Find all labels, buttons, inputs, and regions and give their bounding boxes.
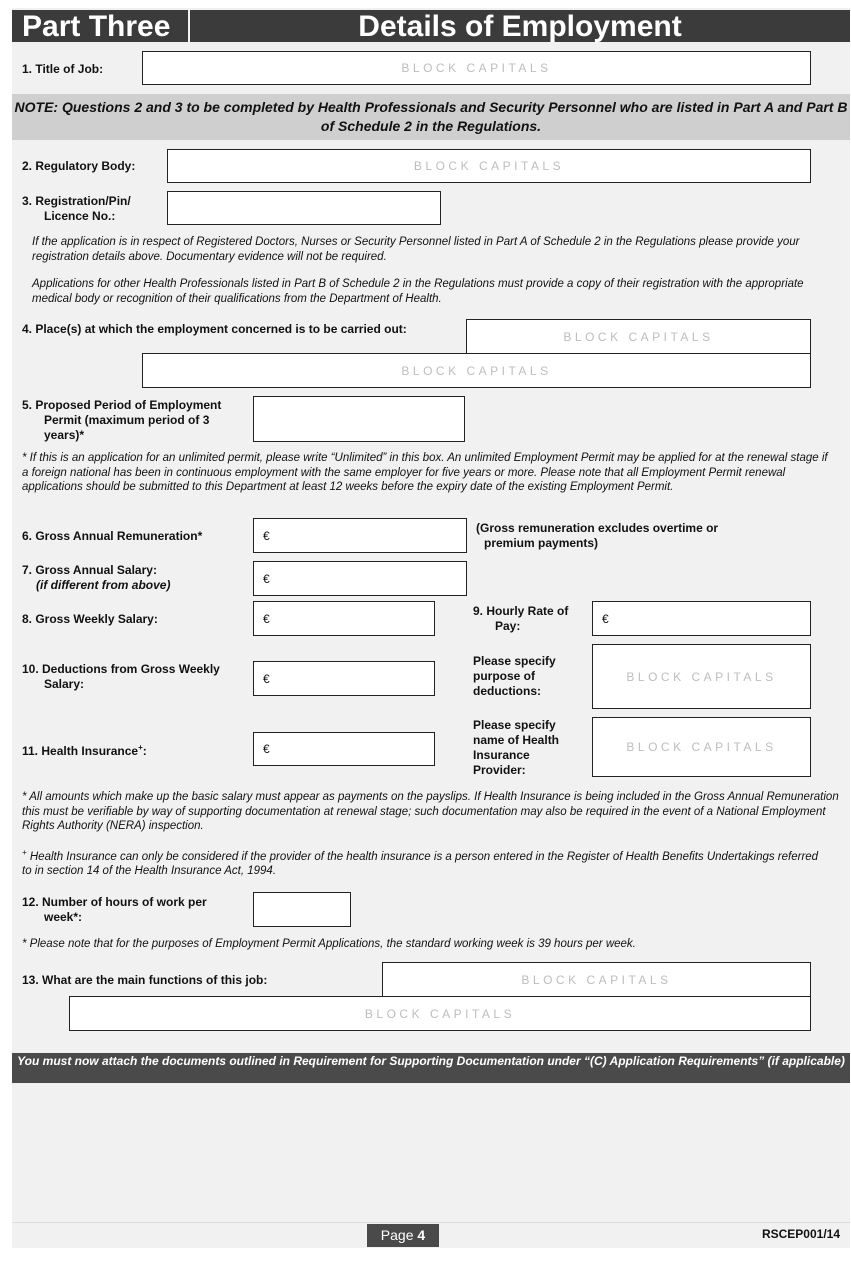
standard-week-note: * Please note that for the purposes of Employment Permit Applications, the standard working week is 39 hours per week.	[22, 938, 636, 950]
q10-label-line2: Salary:	[44, 677, 85, 691]
deductions-purpose-line1: Please specify	[473, 654, 556, 668]
unlimited-permit-note: * If this is an application for an unlimited permit, please write “Unlimited” in this box. An unlimited Employment Permit may be applied for at the renewal stage if a foreign national has been in continuous employment with the same employer for five years or more. Please note that all Employment Permit renewal applications should be submitted to this Department at least 12 weeks before the expiry date of the existing Employment Permit.	[22, 452, 828, 493]
q9-label-line1: 9. Hourly Rate of	[473, 604, 569, 618]
employment-place-placeholder-2: BLOCK CAPITALS	[401, 363, 552, 378]
insurance-note	[22, 846, 822, 879]
euro-symbol: €	[263, 671, 270, 686]
q6-label: 6. Gross Annual Remuneration*	[22, 529, 203, 543]
q12-label-line2: week*:	[44, 910, 83, 924]
job-functions-placeholder-1: BLOCK CAPITALS	[521, 972, 672, 987]
remuneration-side-note-line2: premium payments)	[484, 536, 599, 550]
job-functions-input-2[interactable]	[69, 996, 811, 1031]
q8-label: 8. Gross Weekly Salary:	[22, 612, 158, 626]
job-functions-input-1[interactable]	[382, 962, 811, 997]
insurance-provider-line2: name of Health	[473, 733, 560, 747]
euro-symbol: €	[263, 571, 270, 586]
deductions-purpose-input[interactable]	[592, 644, 811, 709]
hourly-rate-input[interactable]	[592, 601, 811, 636]
q10-label-line1: 10. Deductions from Gross Weekly	[22, 662, 220, 676]
gross-annual-remuneration-input[interactable]	[253, 518, 467, 553]
employment-place-placeholder-1: BLOCK CAPITALS	[563, 329, 714, 344]
q9-label	[473, 604, 568, 634]
job-functions-placeholder-2: BLOCK CAPITALS	[364, 1006, 516, 1021]
q5-label	[22, 398, 221, 443]
section-title: Details of Employment	[190, 10, 850, 42]
insurance-provider-line1: Please specify	[473, 718, 556, 732]
deductions-purpose-line2: purpose of	[473, 669, 535, 683]
weekly-hours-input[interactable]	[253, 892, 351, 927]
schedule-note: NOTE: Questions 2 and 3 to be completed by Health Professionals and Security Personnel who are listed in Part A and Part B of Schedule 2 in the Regulations.	[12, 94, 850, 140]
q11-label-main: 11. Health Insurance	[22, 744, 139, 758]
q3-label	[22, 194, 131, 224]
q7-label-main: 7. Gross Annual Salary:	[22, 563, 157, 577]
page-num: 4	[417, 1227, 426, 1243]
footer-divider	[12, 1222, 850, 1223]
insurance-provider-line4: Provider:	[473, 763, 526, 777]
registration-note-b: Applications for other Health Professionals listed in Part B of Schedule 2 in the Regulations must provide a copy of their registration with the appropriate medical body or recognition of their qualifications from the Department of Health.	[32, 278, 804, 305]
job-title-placeholder: BLOCK CAPITALS	[401, 61, 552, 75]
q11-label-colon: :	[142, 744, 147, 758]
registration-note-a: If the application is in respect of Registered Doctors, Nurses or Security Personnel listed in Part A of Schedule 2 in the Regulations please provide your registration details above. Documentary evidence will not be required.	[32, 236, 800, 263]
q1-label: 1. Title of Job:	[22, 62, 104, 76]
deductions-purpose-line3: deductions:	[473, 684, 541, 698]
insurance-provider-placeholder: BLOCK CAPITALS	[626, 740, 777, 754]
registration-number-input[interactable]	[167, 191, 441, 225]
q2-label: 2. Regulatory Body:	[22, 159, 136, 173]
gross-weekly-salary-input[interactable]	[253, 601, 435, 636]
regulatory-body-placeholder: BLOCK CAPITALS	[413, 159, 565, 173]
q12-label-line1: 12. Number of hours of work per	[22, 895, 207, 909]
amounts-note: * All amounts which make up the basic salary must appear as payments on the payslips. If Health Insurance is being included in the Gross Annual Remuneration this must be verifiable by way of supporting documentation at renewal stage; such documentation may also be required in the event of a National Employment Rights Authority (NERA) inspection.	[22, 791, 839, 832]
attach-documents-note: You must now attach the documents outlined in Requirement for Supporting Documentation under “(C) Application Requirements” (if applicable)	[12, 1053, 850, 1083]
q3-label-line2: Licence No.:	[44, 209, 116, 223]
q5-label-line1: 5. Proposed Period of Employment	[22, 398, 222, 412]
form-reference: RSCEP001/14	[761, 1227, 840, 1241]
employment-period-input[interactable]	[253, 396, 465, 442]
euro-symbol: €	[602, 611, 609, 626]
page-number	[367, 1224, 439, 1247]
deductions-purpose-placeholder: BLOCK CAPITALS	[626, 669, 777, 684]
q11-label-sup: +	[138, 743, 143, 752]
q10-label	[22, 662, 220, 692]
q5-label-line2: Permit (maximum period of 3	[44, 413, 210, 427]
job-title-input[interactable]	[142, 51, 811, 85]
insurance-provider-label	[473, 718, 559, 778]
remuneration-side-note-line1: (Gross remuneration excludes overtime or	[476, 521, 719, 535]
q4-label: 4. Place(s) at which the employment concerned is to be carried out:	[22, 322, 407, 336]
q12-label	[22, 895, 207, 925]
regulatory-body-input[interactable]	[167, 149, 811, 183]
insurance-note-text: Health Insurance can only be considered if the provider of the health insurance is a person entered in the Register of Health Benefits Undertakings referred to in section 14 of the Health Insurance Act, 1994.	[22, 850, 819, 878]
euro-symbol: €	[263, 742, 270, 756]
part-title: Part Three	[12, 10, 188, 42]
q5-label-line3: years)*	[44, 428, 85, 442]
health-insurance-input[interactable]	[253, 732, 435, 766]
q13-label: 13. What are the main functions of this job:	[22, 973, 268, 987]
q7-label	[22, 563, 170, 593]
q11-label	[22, 740, 147, 759]
q9-label-line2: Pay:	[495, 619, 521, 633]
euro-symbol: €	[263, 528, 270, 543]
employment-place-input-1[interactable]	[466, 319, 811, 354]
deductions-input[interactable]	[253, 661, 435, 696]
deductions-purpose-label	[473, 654, 556, 699]
q3-label-line1: 3. Registration/Pin/	[22, 194, 131, 208]
insurance-note-sup: +	[22, 848, 27, 857]
euro-symbol: €	[263, 611, 270, 626]
remuneration-side-note	[476, 521, 718, 551]
gross-annual-salary-input[interactable]	[253, 561, 467, 596]
page-word: Page	[380, 1227, 414, 1243]
insurance-provider-input[interactable]	[592, 717, 811, 777]
employment-place-input-2[interactable]	[142, 353, 811, 388]
insurance-provider-line3: Insurance	[473, 748, 530, 762]
q7-label-sub: (if different from above)	[36, 578, 171, 592]
